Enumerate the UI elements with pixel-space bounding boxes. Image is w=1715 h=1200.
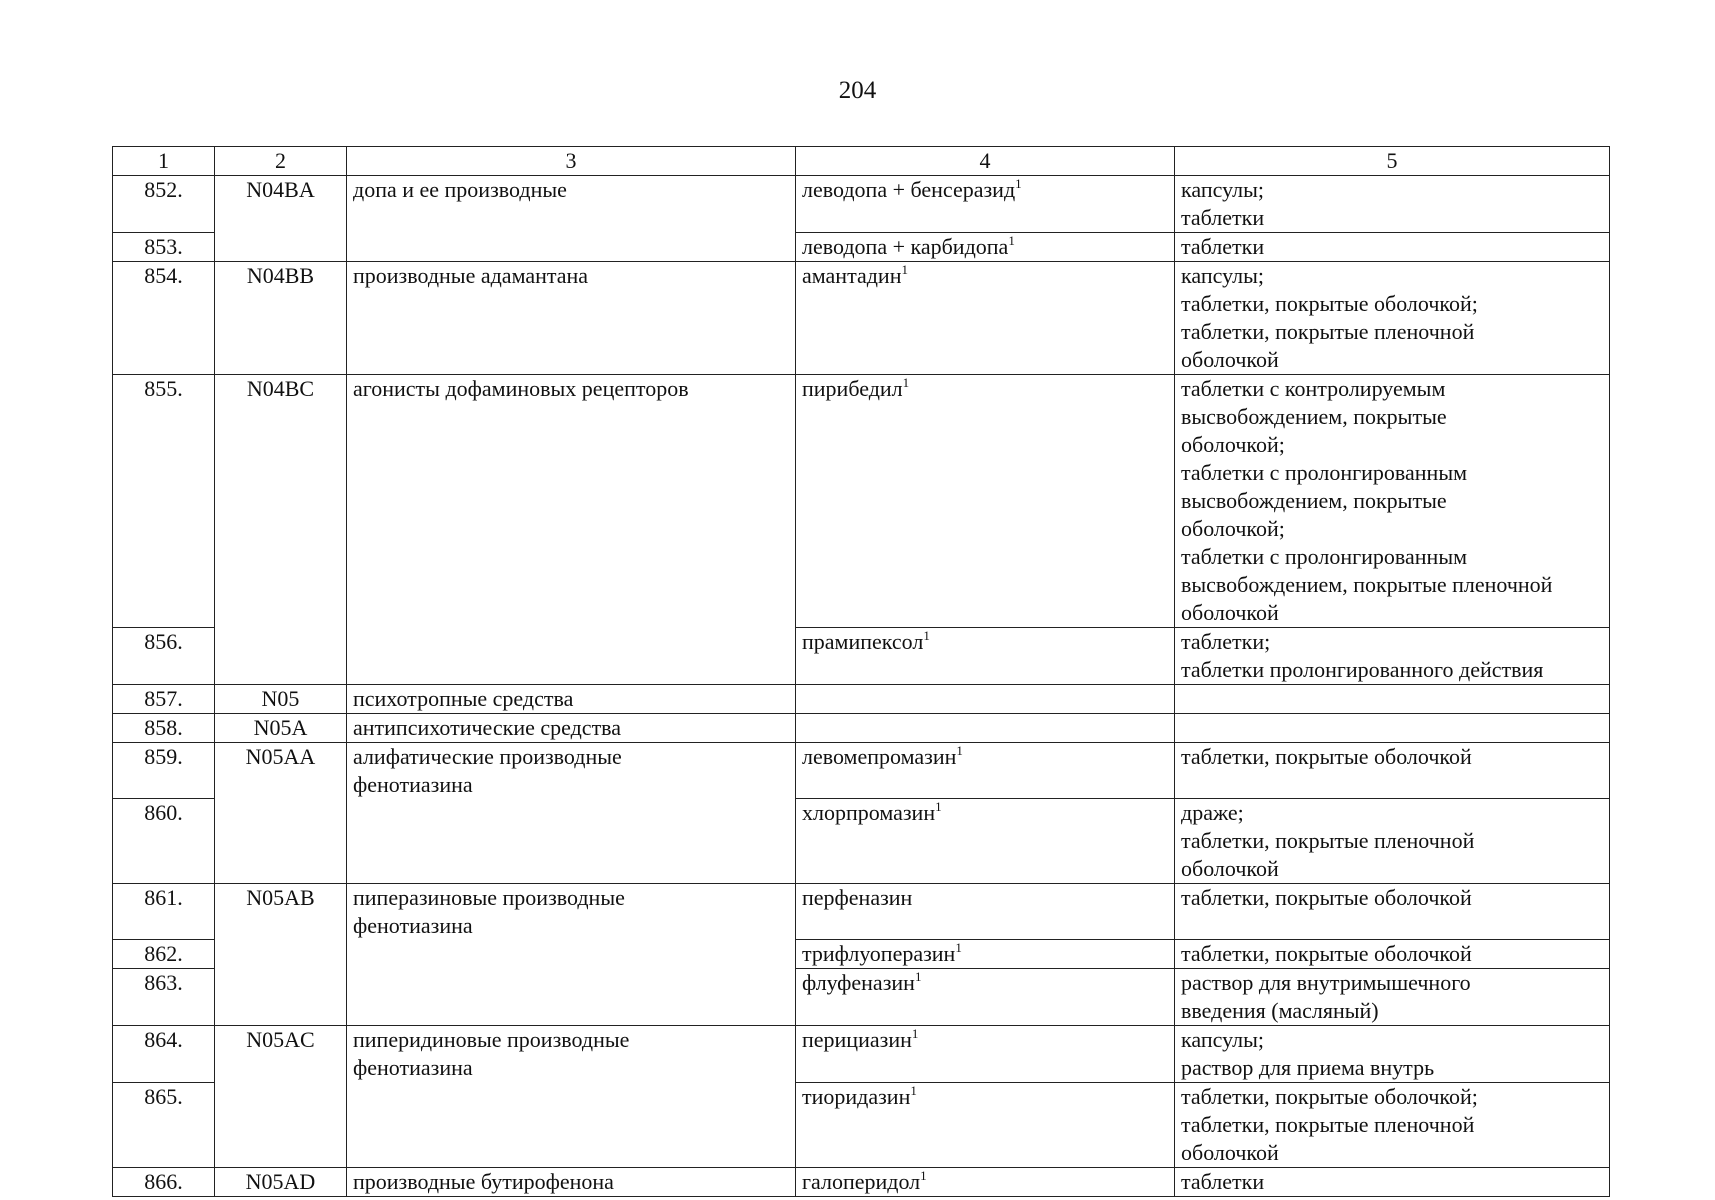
dosage-form-line: таблетки; (1181, 629, 1271, 654)
dosage-form-line: высвобождением, покрытые (1181, 404, 1447, 429)
drug-name (796, 969, 1175, 1026)
dosage-form (1175, 969, 1610, 1026)
header-col-4: 4 (796, 147, 1175, 176)
row-number: 852. (113, 176, 215, 233)
header-col-2: 2 (215, 147, 347, 176)
drug-name-text: флуфеназин (802, 970, 915, 995)
footnote-mark: 1 (935, 799, 942, 814)
drug-name (796, 743, 1175, 799)
group-name (347, 262, 796, 375)
drug-name (796, 884, 1175, 940)
table-row (113, 176, 1610, 233)
drug-name (796, 1026, 1175, 1083)
dosage-form-line: таблетки с пролонгированным (1181, 460, 1468, 485)
drug-name-text: перициазин (802, 1027, 912, 1052)
dosage-form-line: высвобождением, покрытые (1181, 488, 1447, 513)
drug-name-text: пирибедил (802, 376, 903, 401)
row-number: 853. (113, 233, 215, 262)
row-number: 865. (113, 1083, 215, 1168)
footnote-mark: 1 (901, 262, 908, 277)
drug-name-text: хлорпромазин (802, 800, 936, 825)
group-name (347, 1168, 796, 1197)
header-col-5: 5 (1175, 147, 1610, 176)
row-number: 858. (113, 714, 215, 743)
atc-code: N04BC (215, 375, 347, 685)
row-number: 861. (113, 884, 215, 940)
dosage-form (1175, 743, 1610, 799)
dosage-form (1175, 714, 1610, 743)
atc-code: N05 (215, 685, 347, 714)
dosage-form-line: раствор для приема внутрь (1181, 1055, 1435, 1080)
row-number: 859. (113, 743, 215, 799)
table-row (113, 685, 1610, 714)
dosage-form-line: таблетки, покрытые пленочной (1181, 1112, 1475, 1137)
dosage-form-line: оболочкой; (1181, 432, 1285, 457)
table-row (113, 1168, 1610, 1197)
dosage-form-line: высвобождением, покрытые пленочной (1181, 572, 1553, 597)
dosage-form-line: капсулы; (1181, 1027, 1264, 1052)
row-number: 862. (113, 940, 215, 969)
dosage-form (1175, 1026, 1610, 1083)
group-name (347, 884, 796, 1026)
row-number: 866. (113, 1168, 215, 1197)
drug-name (796, 176, 1175, 233)
drug-name-text: леводопа + бенсеразид (802, 177, 1016, 202)
row-number: 860. (113, 799, 215, 884)
drug-name-text: тиоридазин (802, 1084, 911, 1109)
dosage-form (1175, 884, 1610, 940)
header-row (113, 147, 1610, 176)
dosage-form-line: таблетки (1181, 1169, 1265, 1194)
dosage-form-line: оболочкой (1181, 600, 1279, 625)
group-name-line: допа и ее производные (353, 177, 567, 202)
dosage-form (1175, 685, 1610, 714)
drug-name (796, 685, 1175, 714)
group-name-line: пиперидиновые производные (353, 1027, 630, 1052)
table-row (113, 262, 1610, 375)
drug-name (796, 799, 1175, 884)
dosage-form (1175, 176, 1610, 233)
dosage-form-line: таблетки (1181, 205, 1265, 230)
group-name-line: производные адамантана (353, 263, 589, 288)
dosage-form-line: раствор для внутримышечного (1181, 970, 1471, 995)
table-row (113, 1026, 1610, 1083)
group-name (347, 685, 796, 714)
table-row (113, 884, 1610, 940)
drug-name-text: трифлуоперазин (802, 941, 956, 966)
dosage-form (1175, 940, 1610, 969)
drug-name-text: леводопа + карбидопа (802, 234, 1009, 259)
footnote-mark: 1 (1008, 233, 1015, 248)
drug-name (796, 262, 1175, 375)
footnote-mark: 1 (1015, 176, 1022, 191)
dosage-form-line: оболочкой; (1181, 516, 1285, 541)
table-row (113, 743, 1610, 799)
dosage-form-line: таблетки, покрытые оболочкой (1181, 885, 1472, 910)
atc-code: N05AD (215, 1168, 347, 1197)
footnote-mark: 1 (923, 628, 930, 643)
footnote-mark: 1 (955, 940, 962, 955)
dosage-form (1175, 233, 1610, 262)
atc-code: N04BA (215, 176, 347, 262)
group-name-line: алифатические производные (353, 744, 622, 769)
drug-name-text: галоперидол (802, 1169, 921, 1194)
dosage-form-line: таблетки с пролонгированным (1181, 544, 1468, 569)
table-header (113, 147, 1610, 176)
drug-name-text: левомепромазин (802, 744, 957, 769)
row-number: 864. (113, 1026, 215, 1083)
dosage-form-line: таблетки, покрытые пленочной (1181, 319, 1475, 344)
footnote-mark: 1 (920, 1168, 927, 1183)
footnote-mark: 1 (910, 1083, 917, 1098)
group-name (347, 1026, 796, 1168)
dosage-form-line: оболочкой (1181, 347, 1279, 372)
dosage-form (1175, 628, 1610, 685)
atc-code: N05A (215, 714, 347, 743)
drug-name (796, 1168, 1175, 1197)
group-name-line: антипсихотические средства (353, 715, 622, 740)
dosage-form-line: таблетки, покрытые пленочной (1181, 828, 1475, 853)
dosage-form (1175, 799, 1610, 884)
page-number: 204 (838, 77, 877, 104)
dosage-form-line: таблетки, покрытые оболочкой; (1181, 291, 1478, 316)
dosage-form-line: оболочкой (1181, 856, 1279, 881)
atc-code: N05AC (215, 1026, 347, 1168)
row-number: 855. (113, 375, 215, 628)
dosage-form-line: оболочкой (1181, 1140, 1279, 1165)
group-name-line: пиперазиновые производные (353, 885, 625, 910)
footnote-mark: 1 (911, 1026, 919, 1041)
group-name-line: фенотиазина (353, 913, 473, 938)
group-name-line: психотропные средства (353, 686, 574, 711)
row-number: 854. (113, 262, 215, 375)
row-number: 856. (113, 628, 215, 685)
drug-name-text: амантадин (802, 263, 902, 288)
drug-name (796, 940, 1175, 969)
dosage-form-line: введения (масляный) (1181, 998, 1379, 1023)
drug-name (796, 714, 1175, 743)
table-row (113, 714, 1610, 743)
group-name-line: фенотиазина (353, 1055, 473, 1080)
footnote-mark: 1 (956, 743, 963, 758)
drug-name-text: прамипексол (802, 629, 924, 654)
group-name-line: фенотиазина (353, 772, 473, 797)
group-name (347, 743, 796, 884)
dosage-form-line: капсулы; (1181, 177, 1264, 202)
dosage-form-line: таблетки, покрытые оболочкой (1181, 941, 1472, 966)
drug-name (796, 233, 1175, 262)
dosage-form (1175, 262, 1610, 375)
drug-name-text: перфеназин (802, 885, 913, 910)
header-col-1: 1 (113, 147, 215, 176)
dosage-form-line: таблетки с контролируемым (1181, 376, 1446, 401)
table-body (113, 176, 1610, 1197)
dosage-form (1175, 1083, 1610, 1168)
footnote-mark: 1 (902, 375, 910, 390)
group-name-line: агонисты дофаминовых рецепторов (353, 376, 689, 401)
group-name (347, 714, 796, 743)
atc-code: N04BB (215, 262, 347, 375)
group-name-line: производные бутирофенона (353, 1169, 614, 1194)
footnote-mark: 1 (914, 969, 922, 984)
header-col-3: 3 (347, 147, 796, 176)
dosage-form-line: капсулы; (1181, 263, 1264, 288)
dosage-form (1175, 1168, 1610, 1197)
dosage-form-line: таблетки (1181, 234, 1265, 259)
dosage-form (1175, 375, 1610, 628)
dosage-form-line: таблетки, покрытые оболочкой; (1181, 1084, 1478, 1109)
drug-name (796, 628, 1175, 685)
drug-table (112, 146, 1610, 1197)
row-number: 863. (113, 969, 215, 1026)
row-number: 857. (113, 685, 215, 714)
table-row (113, 375, 1610, 628)
dosage-form-line: таблетки, покрытые оболочкой (1181, 744, 1472, 769)
dosage-form-line: драже; (1181, 800, 1244, 825)
atc-code: N05AA (215, 743, 347, 884)
drug-name (796, 1083, 1175, 1168)
drug-name (796, 375, 1175, 628)
atc-code: N05AB (215, 884, 347, 1026)
dosage-form-line: таблетки пролонгированного действия (1181, 657, 1544, 682)
group-name (347, 176, 796, 262)
group-name (347, 375, 796, 685)
